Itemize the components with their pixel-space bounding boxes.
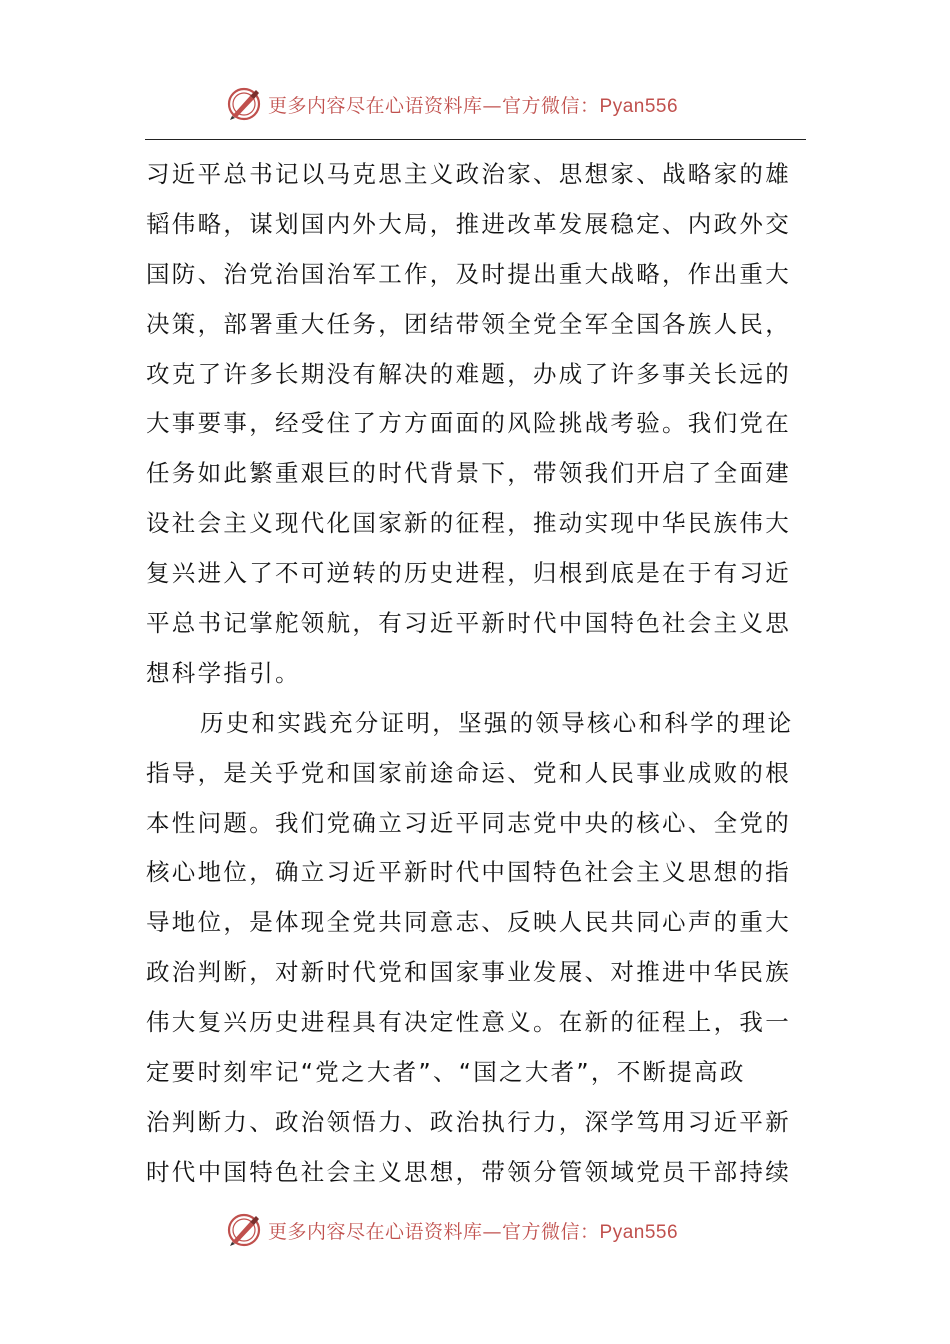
text-line: 定要时刻牢记“党之大者”、“国之大者”，不断提高政 bbox=[146, 1058, 746, 1087]
text-line: 任务如此繁重艰巨的时代背景下，带领我们开启了全面建 bbox=[146, 459, 791, 488]
text-line: 导地位，是体现全党共同意志、反映人民共同心声的重大 bbox=[146, 908, 791, 937]
text-line: 设社会主义现代化国家新的征程，推动实现中华民族伟大 bbox=[146, 509, 791, 538]
footer-banner bbox=[226, 1210, 678, 1250]
text-line: 指导，是关乎党和国家前途命运、党和人民事业成败的根 bbox=[146, 758, 791, 787]
text-line: 决策，部署重大任务，团结带领全党全军全国各族人民， bbox=[146, 309, 791, 338]
text-line: 攻克了许多长期没有解决的难题，办成了许多事关长远的 bbox=[146, 359, 791, 388]
text-line: 国防、治党治国治军工作，及时提出重大战略，作出重大 bbox=[146, 259, 791, 288]
text-line: 习近平总书记以马克思主义政治家、思想家、战略家的雄 bbox=[146, 160, 791, 188]
body-text bbox=[146, 150, 796, 1198]
text-line: 伟大复兴历史进程具有决定性意义。在新的征程上，我一 bbox=[146, 1008, 791, 1037]
header-divider bbox=[145, 139, 806, 140]
text-line: 核心地位，确立习近平新时代中国特色社会主义思想的指 bbox=[146, 858, 791, 887]
text-line: 复兴进入了不可逆转的历史进程，归根到底是在于有习近 bbox=[146, 559, 791, 588]
text-line: 平总书记掌舵领航，有习近平新时代中国特色社会主义思 bbox=[146, 609, 791, 638]
footer-banner-text: 更多内容尽在心语资料库—官方微信：Pyan556 bbox=[268, 1220, 679, 1243]
text-line: 政治判断，对新时代党和国家事业发展、对推进中华民族 bbox=[146, 958, 791, 987]
text-line: 治判断力、政治领悟力、政治执行力，深学笃用习近平新 bbox=[146, 1107, 791, 1136]
pen-logo-icon bbox=[226, 1212, 262, 1248]
header-banner-text: 更多内容尽在心语资料库—官方微信：Pyan556 bbox=[268, 94, 679, 117]
header-banner bbox=[226, 84, 678, 124]
text-line: 想科学指引。 bbox=[146, 658, 301, 687]
text-line: 本性问题。我们党确立习近平同志党中央的核心、全党的 bbox=[146, 808, 791, 837]
paragraph-first-line: 历史和实践充分证明，坚强的领导核心和科学的理论 bbox=[200, 708, 794, 737]
text-line: 大事要事，经受住了方方面面的风险挑战考验。我们党在 bbox=[146, 409, 791, 438]
text-line: 韬伟略，谋划国内外大局，推进改革发展稳定、内政外交 bbox=[146, 209, 791, 238]
pen-logo-icon bbox=[226, 86, 262, 122]
text-line: 时代中国特色社会主义思想，带领分管领域党员干部持续 bbox=[146, 1157, 791, 1186]
